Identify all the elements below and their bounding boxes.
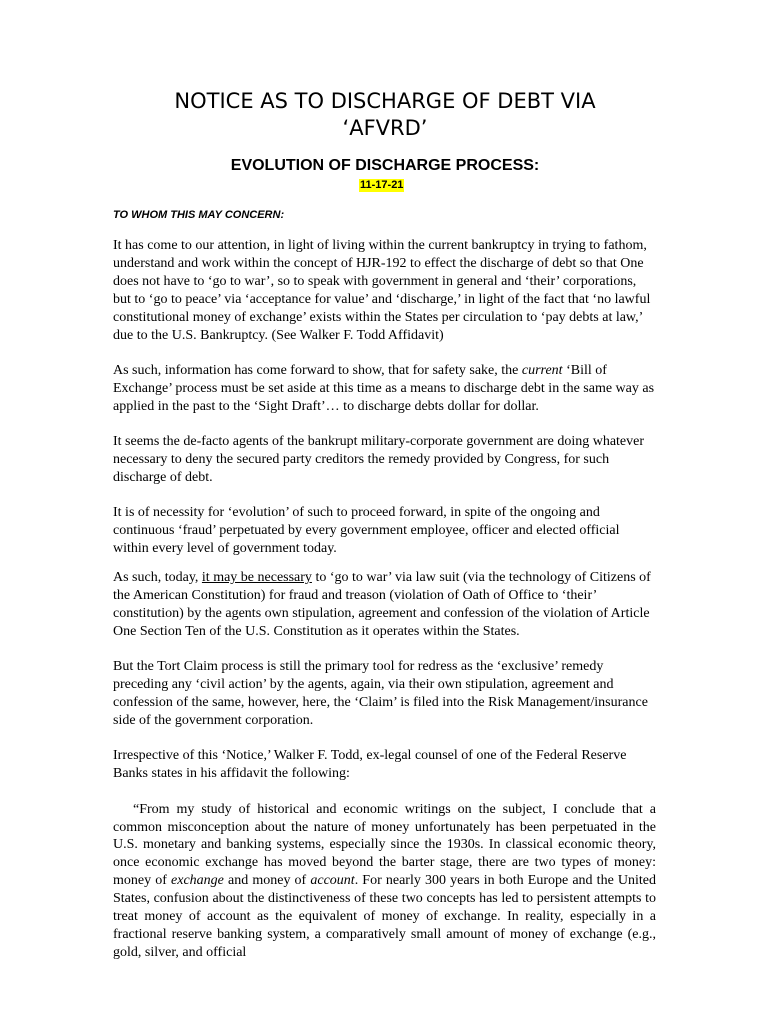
- quotation-text-b: and money of: [223, 873, 311, 889]
- paragraph-1: It has come to our attention, in light of living within the current bankruptcy in trying to fathom, understand and work within the concept of HJR-192 to effect the discharge of debt so that One does not have to ‘go to war’, so to speak with government in general and ‘their’ corporations, but to ‘go to peace’ via ‘acceptance for value’ and ‘discharge,’ in light of the fact that ‘no lawful constitutional money of exchange’ exists within the States per circulation to ‘pay debts at law,’ due to the U.S. Bankruptcy. (See Walker F. Todd Affidavit): [113, 238, 651, 343]
- paragraph-6: But the Tort Claim process is still the primary tool for redress as the ‘exclusive’ remedy preceding any ‘civil action’ by the agents, again, via their own stipulation, agreement and confession of the same, however, here, the ‘Claim’ is filed into the Risk Management/insurance side of the government corporation.: [113, 659, 648, 728]
- paragraph-2-text-b: ‘Bill of Exchange’ process must be set aside at this time as a means to discharge debt in the same way as applied in the past to the ‘Sight Draft’… to discharge debts dollar for dollar.: [113, 362, 655, 414]
- paragraph-7: Irrespective of this ‘Notice,’ Walker F. Todd, ex-legal counsel of one of the Federal Reserve Banks states in his affidavit the following:: [113, 748, 627, 782]
- title-line-1: NOTICE AS TO DISCHARGE OF DEBT VIA: [174, 89, 596, 113]
- quotation-emphasis-account: account: [310, 873, 355, 889]
- quotation: [113, 801, 656, 962]
- quotation-text-c: . For nearly 300 years in both Europe and the United States, confusion about the distinctiveness of these two concepts has led to persistent attempts to treat money of account as the equivalent of money of exchange. In reality, especially in a fractional reserve banking system, a comparatively small amount of money of exchange (e.g., gold, silver, and official: [113, 873, 657, 960]
- salutation: TO WHOM THIS MAY CONCERN:: [113, 209, 285, 221]
- paragraph-4: It is of necessity for ‘evolution’ of such to proceed forward, in spite of the ongoing and continuous ‘fraud’ perpetuated by every government employee, officer and elected official within every level of government today.: [113, 505, 620, 557]
- title-line-2: ‘AFVRD’: [342, 116, 428, 140]
- highlighted-date: 11-17-21: [360, 179, 404, 191]
- document-body: [113, 237, 656, 962]
- quotation-emphasis-exchange: exchange: [171, 873, 224, 889]
- quotation-text-a: “From my study of historical and economic writings on the subject, I conclude that a common misconception about the nature of money unfortunately has been perpetuated in the U.S. monetary and banking systems, especially since the 1930s. In classical economic theory, once economic exchange has moved beyond the barter stage, there are two types of money: money of: [113, 801, 656, 889]
- paragraph-3: It seems the de-facto agents of the bankrupt military-corporate government are doing whatever necessary to deny the secured party creditors the remedy provided by Congress, for such discharge of debt.: [113, 434, 645, 485]
- paragraph-5-text-a: As such, today,: [113, 570, 202, 586]
- paragraph-5: [113, 569, 656, 641]
- document-subtitle: EVOLUTION OF DISCHARGE PROCESS:: [230, 157, 540, 174]
- document-title: [0, 88, 770, 142]
- paragraph-5-text-b: to ‘go to war’ via law suit (via the technology of Citizens of the American Constitution) for fraud and treason (violation of Oath of Office to ‘their’ constitution) by the agents own stipulation, agreement and confession of the violation of Article One Section Ten of the U.S. Constitution as it operates within the States.: [113, 570, 651, 639]
- paragraph-2-emphasis: current: [521, 362, 563, 378]
- paragraph-2: [113, 362, 656, 416]
- paragraph-5-underline: it may be necessary: [201, 570, 312, 586]
- paragraph-2-text-a: As such, information has come forward to show, that for safety sake, the: [113, 362, 522, 378]
